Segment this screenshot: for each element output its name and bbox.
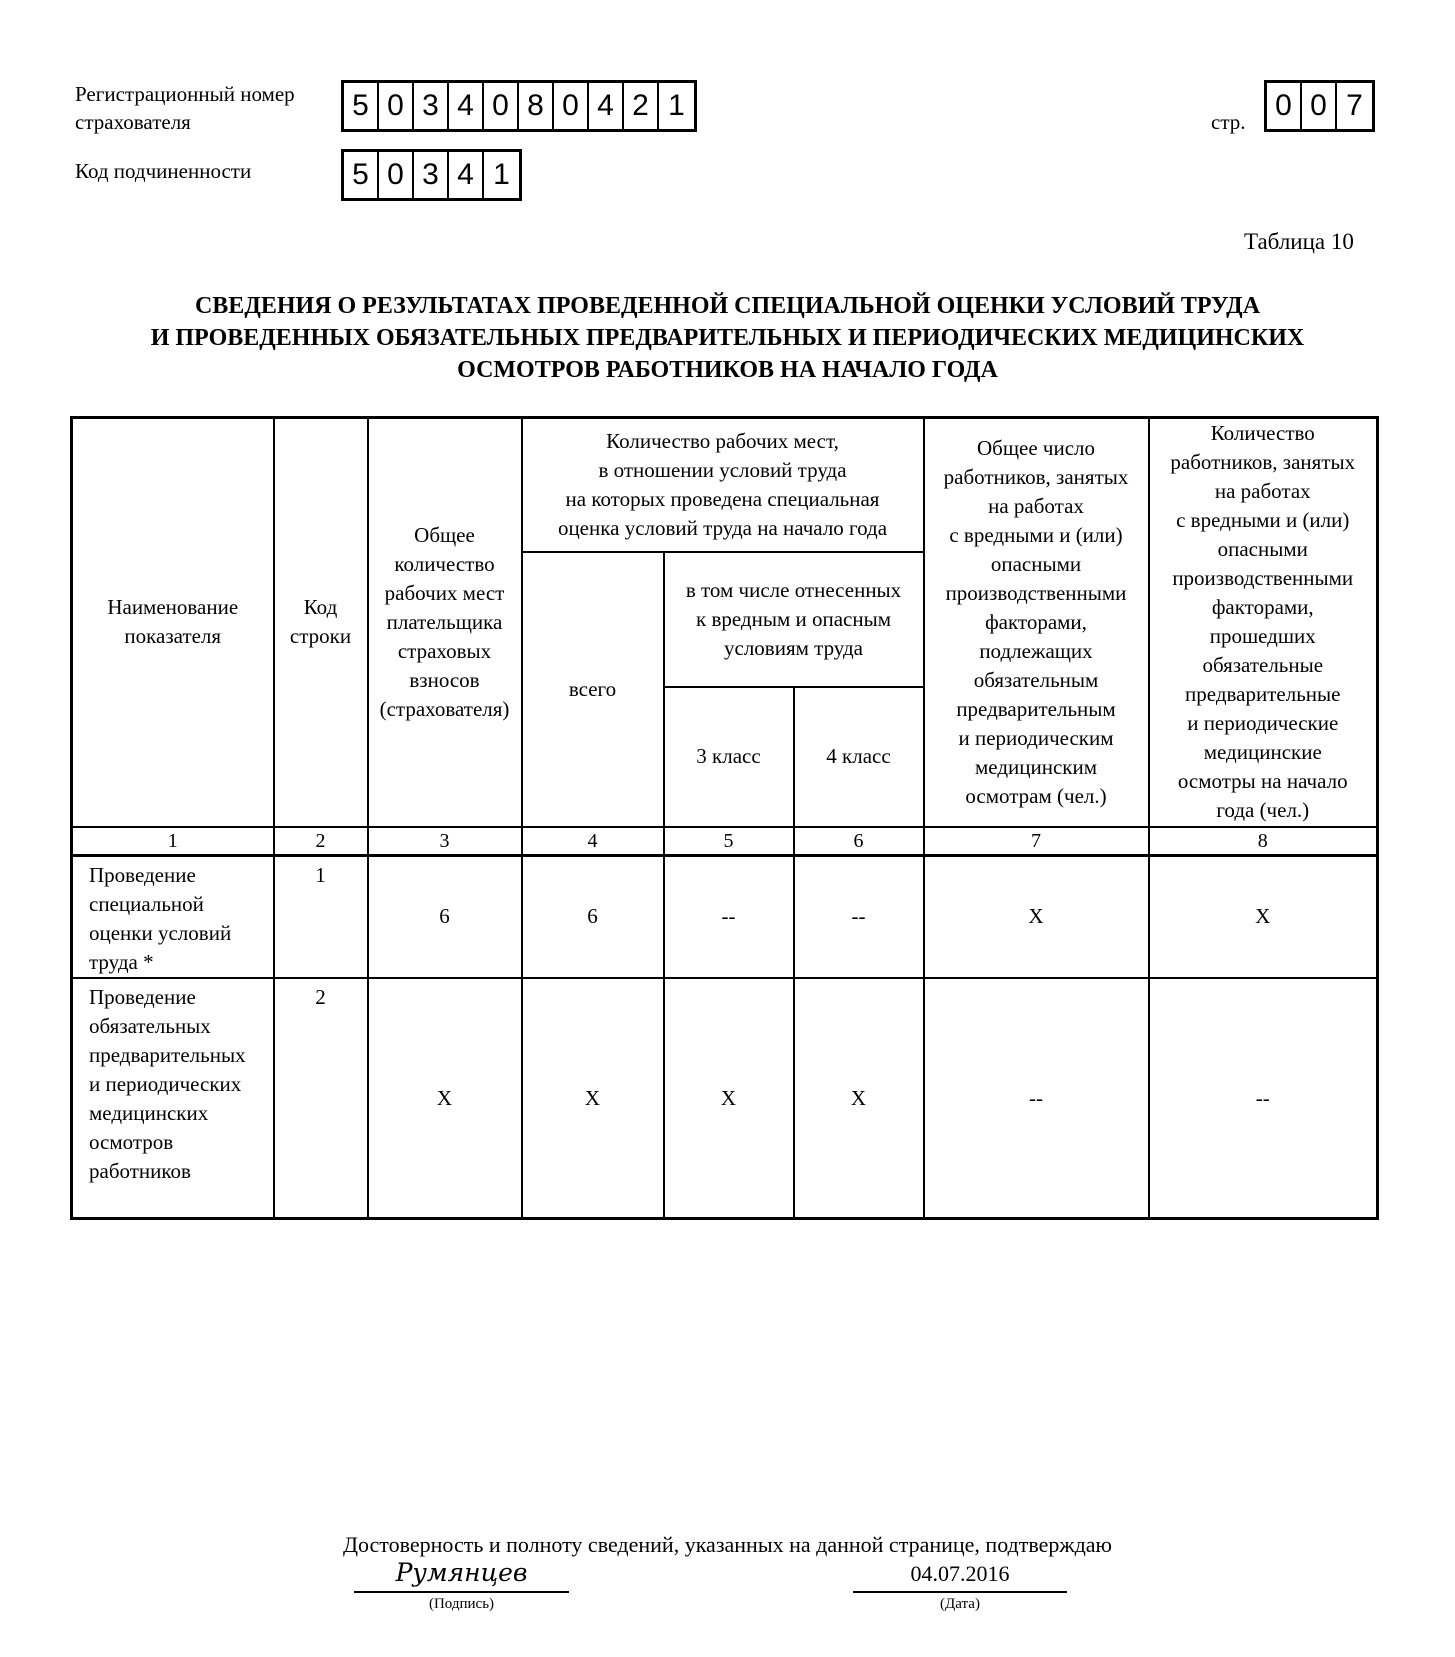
header-col1: Наименование показателя xyxy=(72,418,274,827)
header-subgroup5-6: в том числе отнесенных к вредным и опасным условиям труда xyxy=(664,552,924,687)
column-number: 1 xyxy=(72,827,274,856)
page-title xyxy=(0,290,1455,386)
column-number: 3 xyxy=(368,827,522,856)
header-col6: 4 класс xyxy=(794,687,924,827)
title-line3: ОСМОТРОВ РАБОТНИКОВ НА НАЧАЛО ГОДА xyxy=(457,357,998,383)
table-cell[interactable]: 6 xyxy=(522,855,664,978)
reg-digit: 1 xyxy=(668,89,685,122)
title-line1: СВЕДЕНИЯ О РЕЗУЛЬТАТАХ ПРОВЕДЕННОЙ СПЕЦИАЛЬНОЙ ОЦЕНКИ УСЛОВИЙ ТРУДА xyxy=(194,293,1261,319)
header-col3: Общее количество рабочих мест плательщика страховых взносов (страхователя) xyxy=(368,418,522,827)
reg-digit: 3 xyxy=(414,83,449,129)
reg-digit: 4 xyxy=(449,83,484,129)
column-number: 2 xyxy=(274,827,368,856)
column-number: 8 xyxy=(1149,827,1378,856)
reg-number-field[interactable] xyxy=(341,80,697,132)
header-col8: Количество работников, занятых на работах с вредными и (или) опасными производственными факторами, прошедших обязательные предварительные и периодические медицинские осмотры на начало года (чел.) xyxy=(1149,418,1378,827)
sub-digit: 1 xyxy=(493,158,510,191)
reg-digit: 8 xyxy=(519,83,554,129)
sub-code-field[interactable] xyxy=(341,149,522,201)
row-code: 2 xyxy=(274,978,368,1218)
table-cell[interactable]: X xyxy=(664,978,794,1218)
reg-number-label-line1: Регистрационный номер xyxy=(75,82,295,106)
table-cell[interactable]: X xyxy=(1149,855,1378,978)
page-digit: 0 xyxy=(1267,83,1302,129)
table-cell[interactable]: -- xyxy=(794,855,924,978)
table-cell[interactable]: 6 xyxy=(368,855,522,978)
reg-digit: 0 xyxy=(484,83,519,129)
table-cell[interactable]: X xyxy=(522,978,664,1218)
table-row xyxy=(72,978,1378,1218)
table-label: Таблица 10 xyxy=(1244,229,1354,254)
page-digit: 0 xyxy=(1302,83,1337,129)
reg-number-label xyxy=(75,80,295,136)
sub-digit: 4 xyxy=(449,152,484,198)
page-label: стр. xyxy=(1211,110,1246,134)
column-number: 4 xyxy=(522,827,664,856)
row-name: Проведение обязательных предварительных и периодических медицинских осмотров работников xyxy=(72,978,274,1218)
signature: Румянцев xyxy=(395,1558,528,1587)
sub-code-label: Код подчиненности xyxy=(75,159,252,183)
table-cell[interactable]: -- xyxy=(1149,978,1378,1218)
confirm-text: Достоверность и полноту сведений, указанных на данной странице, подтверждаю xyxy=(342,1532,1112,1557)
signature-line xyxy=(354,1591,569,1593)
date-caption: (Дата) xyxy=(940,1596,980,1612)
page-number-field[interactable] xyxy=(1264,80,1375,132)
reg-digit: 5 xyxy=(344,83,379,129)
row-code: 1 xyxy=(274,855,368,978)
reg-digit: 2 xyxy=(624,83,659,129)
header-col2: Код строки xyxy=(274,418,368,827)
data-table xyxy=(70,416,1379,1220)
title-line2: И ПРОВЕДЕННЫХ ОБЯЗАТЕЛЬНЫХ ПРЕДВАРИТЕЛЬНЫХ И ПЕРИОДИЧЕСКИХ МЕДИЦИНСКИХ xyxy=(150,325,1305,351)
signature-caption: (Подпись) xyxy=(428,1596,495,1612)
table-cell[interactable]: -- xyxy=(924,978,1149,1218)
reg-number-label-line2: страхователя xyxy=(75,110,191,134)
reg-digit: 0 xyxy=(379,83,414,129)
column-number: 6 xyxy=(794,827,924,856)
header-col4: всего xyxy=(522,552,664,827)
table-cell[interactable]: X xyxy=(368,978,522,1218)
header-col7: Общее число работников, занятых на работах с вредными и (или) опасными производственными факторами, подлежащих обязательным предварительным и периодическим медицинским осмотрам (чел.) xyxy=(924,418,1149,827)
column-number: 5 xyxy=(664,827,794,856)
table-cell[interactable]: -- xyxy=(664,855,794,978)
sub-digit: 3 xyxy=(414,152,449,198)
column-numbers-row xyxy=(72,827,1378,856)
sub-digit: 0 xyxy=(379,152,414,198)
reg-digit: 4 xyxy=(589,83,624,129)
header-group4-6: Количество рабочих мест, в отношении условий труда на которых проведена специальная оценка условий труда на начало года xyxy=(522,418,924,552)
reg-digit: 0 xyxy=(554,83,589,129)
page-digit: 7 xyxy=(1346,89,1363,122)
table-cell[interactable]: X xyxy=(924,855,1149,978)
date-line xyxy=(853,1591,1067,1593)
header-col5: 3 класс xyxy=(664,687,794,827)
sub-digit: 5 xyxy=(344,152,379,198)
table-cell[interactable]: X xyxy=(794,978,924,1218)
column-number: 7 xyxy=(924,827,1149,856)
row-name: Проведение специальной оценки условий труда * xyxy=(72,855,274,978)
table-row xyxy=(72,855,1378,978)
date-value[interactable]: 04.07.2016 xyxy=(910,1561,1010,1586)
